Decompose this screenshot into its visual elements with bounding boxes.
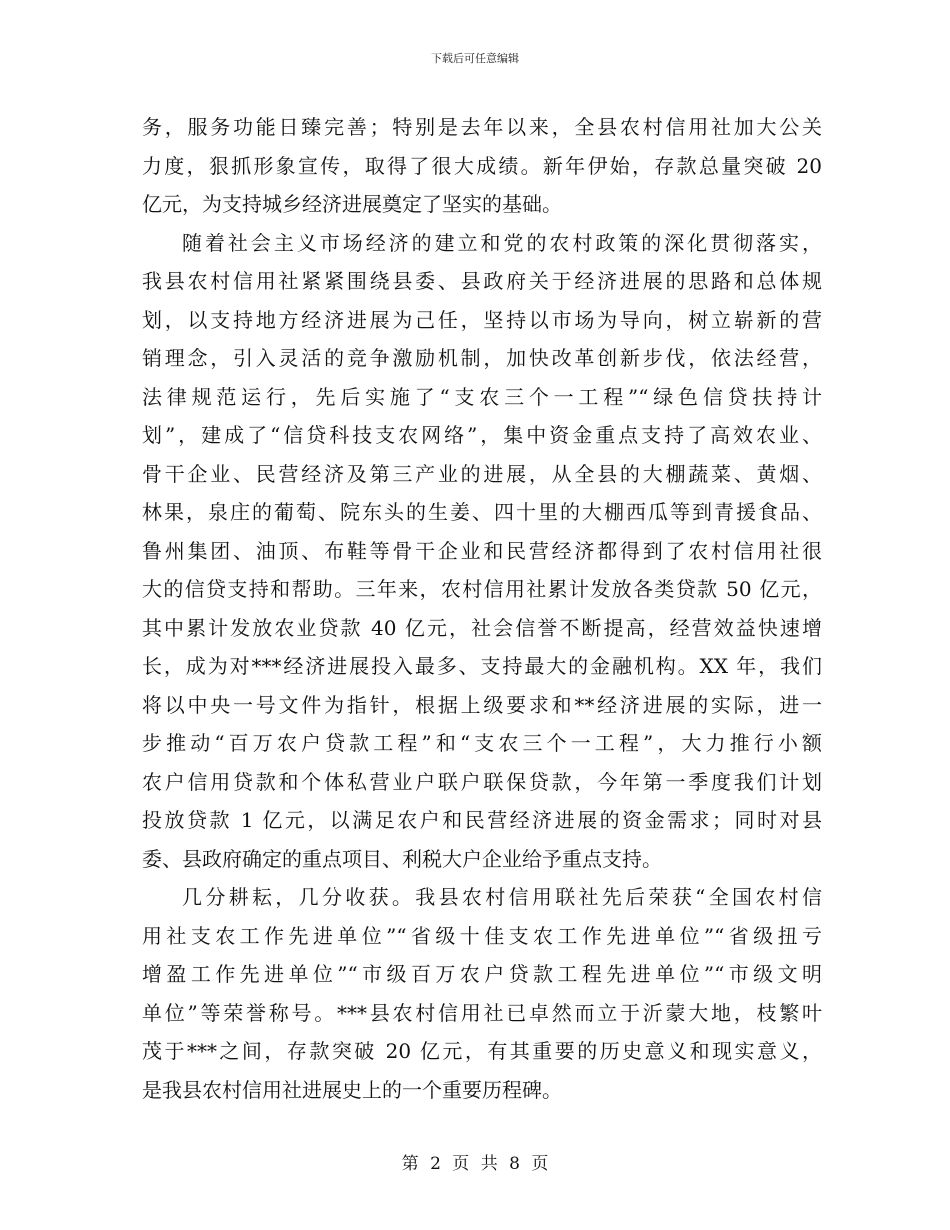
text-line: 农户信用贷款和个体私营业户联户联保贷款，今年第一季度我们计划 <box>142 769 822 794</box>
text-line: 林果，泉庄的葡萄、院东头的生姜、四十里的大棚西瓜等到青援食品、 <box>142 500 822 524</box>
text-line: 委、县政府确定的重点项目、利税大户企业给予重点支持。 <box>142 846 662 871</box>
text-line: 骨干企业、民营经济及第三产业的进展，从全县的大棚蔬菜、黄烟、 <box>142 461 822 486</box>
text-line: 法律规范运行，先后实施了“支农三个一工程”“绿色信贷扶持计 <box>142 384 822 409</box>
text-line: 增盈工作先进单位”“市级百万农户贷款工程先进单位”“市级文明 <box>142 962 822 986</box>
text-line: 长，成为对***经济进展投入最多、支持最大的金融机构。XX 年，我们 <box>142 654 822 678</box>
text-line: 我县农村信用社紧紧围绕县委、县政府关于经济进展的思路和总体规 <box>142 269 822 293</box>
document-body <box>142 108 822 1109</box>
text-line: 鲁州集团、油顶、布鞋等骨干企业和民营经济都得到了农村信用社很 <box>142 538 822 563</box>
page-number-footer: 第 2 页 共 8 页 <box>401 1154 549 1174</box>
text-line: 几分耕耘，几分收获。我县农村信用联社先后荣获“全国农村信 <box>182 885 822 909</box>
text-line: 将以中央一号文件为指针，根据上级要求和**经济进展的实际，进一 <box>142 692 822 717</box>
text-line: 力度，狠抓形象宣传，取得了很大成绩。新年伊始，存款总量突破 20 <box>142 153 822 178</box>
text-line: 步推动“百万农户贷款工程”和“支农三个一工程”，大力推行小额 <box>142 731 822 755</box>
text-line: 销理念，引入灵活的竞争激励机制，加快改革创新步伐，依法经营， <box>142 346 822 370</box>
text-line: 用社支农工作先进单位”“省级十佳支农工作先进单位”“省级扭亏 <box>142 923 822 948</box>
text-line: 茂于***之间，存款突破 20 亿元，有其重要的历史意义和现实意义， <box>142 1039 822 1063</box>
text-line: 大的信贷支持和帮助。三年来，农村信用社累计发放各类贷款 50 亿元， <box>142 577 822 601</box>
text-line: 随着社会主义市场经济的建立和党的农村政策的深化贯彻落实， <box>182 230 822 255</box>
text-line: 单位”等荣誉称号。***县农村信用社已卓然而立于沂蒙大地，枝繁叶 <box>142 1000 822 1025</box>
text-line: 亿元，为支持城乡经济进展奠定了坚实的基础。 <box>142 192 562 216</box>
text-line: 其中累计发放农业贷款 40 亿元，社会信誉不断提高，经营效益快速增 <box>142 615 822 640</box>
page-header: 下载后可任意编辑 <box>431 52 519 65</box>
text-line: 务，服务功能日臻完善；特别是去年以来，全县农村信用社加大公关 <box>142 115 822 139</box>
text-line: 是我县农村信用社进展史上的一个重要历程碑。 <box>142 1077 562 1102</box>
text-line: 投放贷款 1 亿元，以满足农户和民营经济进展的资金需求；同时对县 <box>142 808 822 832</box>
text-line: 划，以支持地方经济进展为己任，坚持以市场为导向，树立崭新的营 <box>142 307 822 332</box>
text-line: 划”，建成了“信贷科技支农网络”，集中资金重点支持了高效农业、 <box>142 423 822 447</box>
